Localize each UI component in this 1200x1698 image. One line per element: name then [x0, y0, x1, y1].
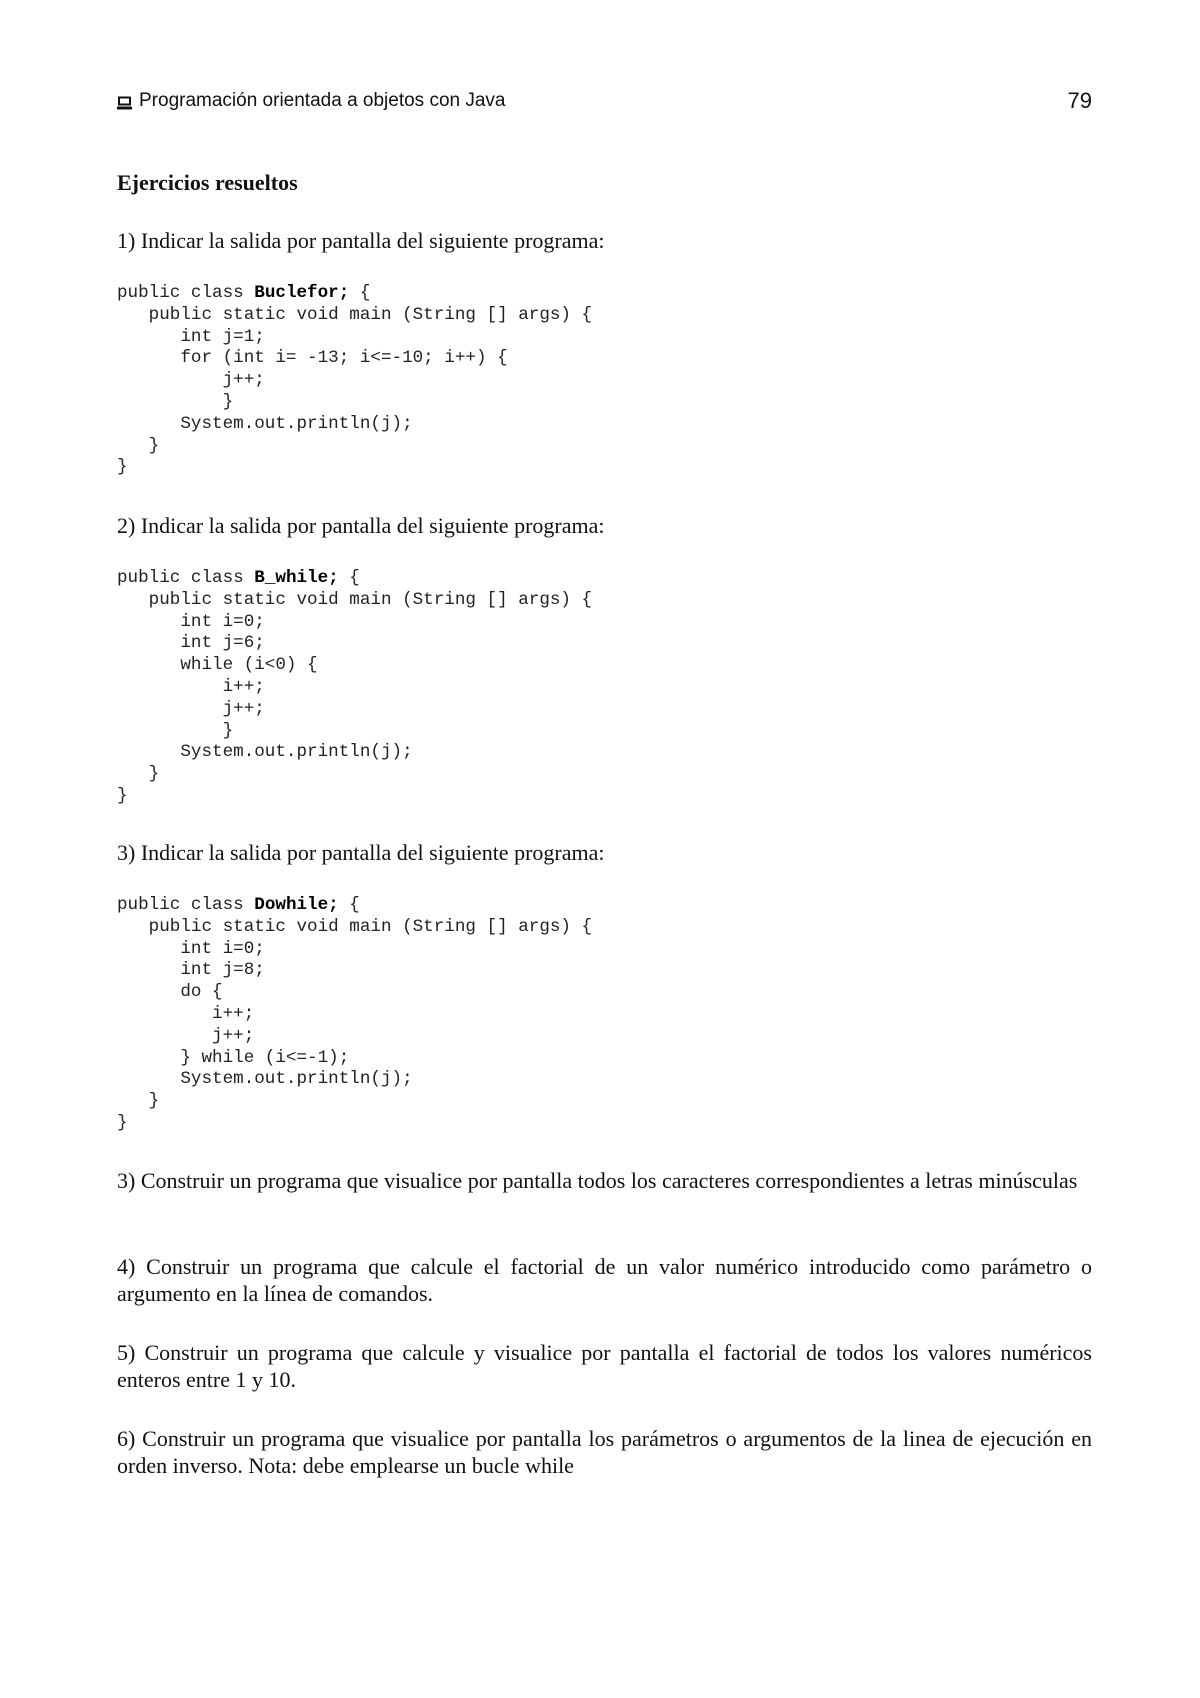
exercise-2-code — [117, 568, 592, 808]
exercise-3-code — [117, 895, 592, 1135]
exercise-2-statement: 2) Indicar la salida por pantalla del siguiente programa: — [117, 513, 605, 538]
class-name: B_while; — [254, 568, 339, 588]
code-text: public class — [117, 895, 255, 915]
book-title: Programación orientada a objetos con Java — [139, 90, 506, 111]
problem-3: 3) Construir un programa que visualice por pantalla todos los caracteres correspondientes a letras minúsculas — [117, 1168, 1078, 1193]
exercise-1-statement: 1) Indicar la salida por pantalla del siguiente programa: — [117, 228, 605, 253]
class-name: Buclefor; — [254, 283, 350, 303]
exercise-3-statement: 3) Indicar la salida por pantalla del siguiente programa: — [117, 840, 605, 865]
code-text: { public static void main (String [] args) { int j=1; for (int i= -13; i<=-10; i++) { j++; } System.out.println(j); } } — [117, 283, 593, 478]
problem-5: 5) Construir un programa que calcule y visualice por pantalla el factorial de todos los valores numéricos enteros entre 1 y 10. — [117, 1340, 1092, 1392]
code-text: { public static void main (String [] args) { int i=0; int j=8; do { i++; j++; } while (i<=-1); System.out.println(j); } } — [117, 895, 593, 1133]
code-text: public class — [117, 283, 255, 303]
problem-4: 4) Construir un programa que calcule el factorial de un valor numérico introducido como parámetro o argumento en la línea de comandos. — [117, 1254, 1092, 1306]
section-title: Ejercicios resueltos — [117, 170, 298, 195]
problem-6: 6) Construir un programa que visualice por pantalla los parámetros o argumentos de la linea de ejecución en orden inverso. Nota: debe emplearse un bucle while — [117, 1426, 1092, 1478]
exercise-1-code — [117, 283, 592, 479]
code-text: public class — [117, 568, 255, 588]
class-name: Dowhile; — [254, 895, 339, 915]
page-number: 79 — [1067, 88, 1092, 113]
running-header — [117, 90, 1092, 120]
code-text: { public static void main (String [] args) { int i=0; int j=6; while (i<0) { i++; j++; } System.out.println(j); } } — [117, 568, 593, 806]
computer-icon — [117, 96, 132, 110]
